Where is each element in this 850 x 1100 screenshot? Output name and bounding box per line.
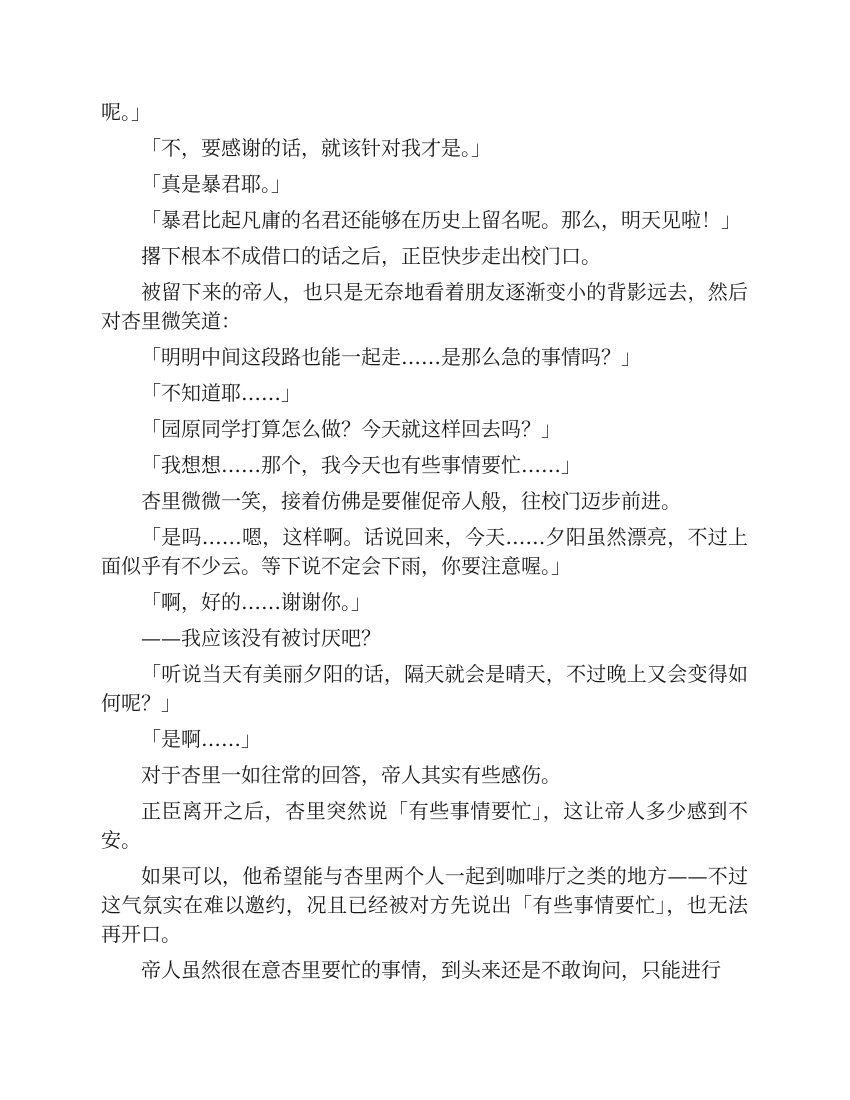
paragraph: 正臣离开之后，杏里突然说「有些事情要忙」，这让帝人多少感到不安。 bbox=[101, 799, 748, 852]
paragraph: 「我想想……那个，我今天也有些事情要忙……」 bbox=[141, 453, 581, 477]
document-page bbox=[101, 98, 748, 992]
paragraph: 「暴君比起凡庸的名君还能够在历史上留名呢。那么，明天见啦！」 bbox=[141, 208, 741, 232]
paragraph: 帝人虽然很在意杏里要忙的事情，到头来还是不敢询问，只能进行 bbox=[141, 958, 721, 982]
paragraph: 「啊，好的……谢谢你。」 bbox=[141, 590, 371, 614]
paragraph: 「真是暴君耶。」 bbox=[141, 172, 291, 196]
paragraph: 如果可以，他希望能与杏里两个人一起到咖啡厅之类的地方——不过这气氛实在难以邀约，况且已经被对方先说出「有些事情要忙」，也无法再开口。 bbox=[101, 864, 748, 946]
paragraph: 「不，要感谢的话，就该针对我才是。」 bbox=[141, 136, 491, 160]
paragraph: 被留下来的帝人，也只是无奈地看着朋友逐渐变小的背影远去，然后对杏里微笑道： bbox=[101, 280, 748, 333]
paragraph: 「明明中间这段路也能一起走……是那么急的事情吗？」 bbox=[141, 345, 641, 369]
paragraph: 「是吗……嗯，这样啊。话说回来，今天……夕阳虽然漂亮，不过上面似乎有不少云。等下说不定会下雨，你要注意喔。」 bbox=[101, 525, 748, 578]
paragraph: 撂下根本不成借口的话之后，正臣快步走出校门口。 bbox=[141, 244, 601, 268]
paragraph: ——我应该没有被讨厌吧？ bbox=[141, 626, 381, 650]
paragraph: 「园原同学打算怎么做？今天就这样回去吗？」 bbox=[141, 417, 561, 441]
paragraph: 呢。」 bbox=[101, 100, 151, 124]
paragraph: 杏里微微一笑，接着仿佛是要催促帝人般，往校门迈步前进。 bbox=[141, 489, 681, 513]
paragraph: 对于杏里一如往常的回答，帝人其实有些感伤。 bbox=[141, 763, 561, 787]
paragraph: 「不知道耶……」 bbox=[141, 381, 301, 405]
paragraph: 「是啊……」 bbox=[141, 727, 261, 751]
paragraph: 「听说当天有美丽夕阳的话，隔天就会是晴天，不过晚上又会变得如何呢？」 bbox=[101, 662, 748, 715]
